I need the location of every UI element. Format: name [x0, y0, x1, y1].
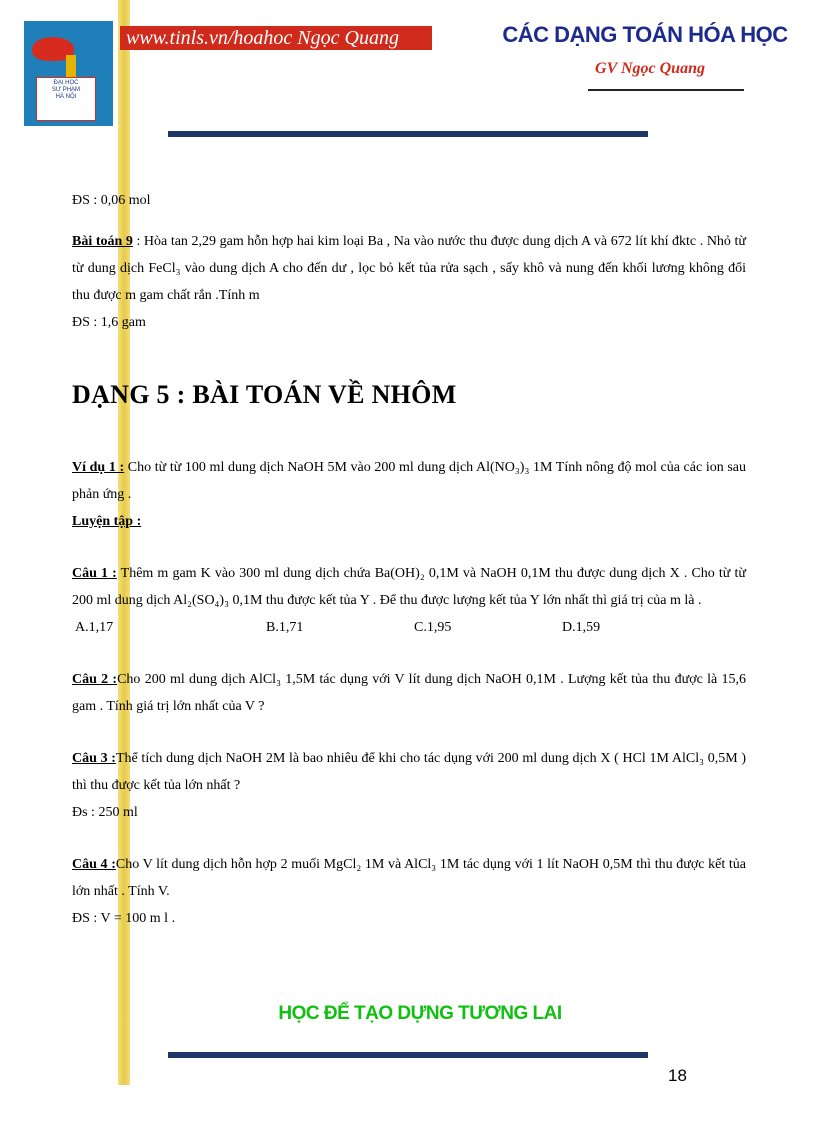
- practice-label: Luyện tập :: [72, 514, 142, 529]
- question-2: [72, 666, 746, 720]
- section-title: DẠNG 5 : BÀI TOÁN VỀ NHÔM: [72, 380, 457, 409]
- header-title: CÁC DẠNG TOÁN HÓA HỌC: [502, 22, 788, 47]
- logo-text: ĐẠI HỌC SƯ PHẠM HÀ NỘI: [51, 80, 81, 100]
- option-c: C.1,95: [414, 620, 452, 635]
- question-3-text: Thể tích dung dịch NaOH 2M là bao nhiêu để khi cho tác dụng với 200 ml dung dịch X ( HCl 1M AlCl₃ 0,5M ) thì thu được kết tủa lớn nhất ?: [72, 751, 747, 793]
- header-author: GV Ngọc Quang: [595, 60, 705, 77]
- exercise-9: [72, 228, 746, 309]
- top-divider-band: [168, 131, 648, 137]
- bottom-divider-band: [168, 1052, 648, 1058]
- example-1-text: Cho từ từ 100 ml dung dịch NaOH 5M vào 200 ml dung dịch Al(NO₃)₃ 1M Tính nông độ mol của các ion sau phản ứng .: [72, 460, 747, 502]
- option-b: B.1,71: [266, 620, 304, 635]
- university-logo: [24, 21, 113, 126]
- question-4-answer: ĐS : V = 100 m l .: [72, 911, 176, 926]
- question-1: [72, 560, 746, 614]
- page-content: [72, 187, 746, 932]
- question-4-label: Câu 4 :: [72, 857, 116, 872]
- example-1: [72, 454, 746, 508]
- question-1-options: [72, 614, 746, 641]
- question-3: [72, 745, 746, 799]
- website-banner[interactable]: www.tinls.vn/hoahoc Ngọc Quang: [120, 26, 432, 50]
- question-3-answer: Đs : 250 ml: [72, 805, 138, 820]
- option-a: A.1,17: [75, 620, 114, 635]
- exercise-9-label: Bài toán 9: [72, 234, 133, 249]
- question-4-text: Cho V lít dung dịch hỗn hợp 2 muối MgCl₂ 1M và AlCl₃ 1M tác dụng với 1 lít NaOH 0,5M thì thu được kết tủa lớn nhất . Tính V.: [72, 857, 746, 899]
- footer-slogan: HỌC ĐỂ TẠO DỰNG TƯƠNG LAI: [278, 1003, 562, 1024]
- header-underline: [588, 89, 744, 91]
- question-2-label: Câu 2 :: [72, 672, 118, 687]
- exercise-9-answer: ĐS : 1,6 gam: [72, 315, 146, 330]
- question-2-text: Cho 200 ml dung dịch AlCl₃ 1,5M tác dụng với V lít dung dịch NaOH 0,1M . Lượng kết tủa thu được là 15,6 gam . Tính giá trị lớn nhất của V ?: [72, 672, 747, 714]
- question-1-text: Thêm m gam K vào 300 ml dung dịch chứa Ba(OH)₂ 0,1M và NaOH 0,1M thu được dung dịch X . Cho từ từ 200 ml dung dịch Al₂(SO₄)₃ 0,1M thu được kết tủa Y . Để thu được lượng kết tủa Y lớn nhất thì giá trị của m là .: [72, 566, 746, 608]
- page-number: 18: [668, 1066, 687, 1085]
- option-d: D.1,59: [562, 620, 601, 635]
- example-1-label: Ví dụ 1 :: [72, 460, 125, 475]
- question-3-label: Câu 3 :: [72, 751, 116, 766]
- question-4: [72, 851, 746, 905]
- exercise-9-text: : Hòa tan 2,29 gam hỗn hợp hai kim loại Ba , Na vào nước thu được dung dịch A và 672 lít khí đktc . Nhỏ từ từ dung dịch FeCl₃ vào dung dịch A cho đến dư , lọc bỏ kết tủa rửa sạch , sấy khô và nung đến khối lương không đổi thu được m gam chất rắn .Tính m: [72, 234, 746, 303]
- previous-answer: ĐS : 0,06 mol: [72, 193, 151, 208]
- question-1-label: Câu 1 :: [72, 566, 117, 581]
